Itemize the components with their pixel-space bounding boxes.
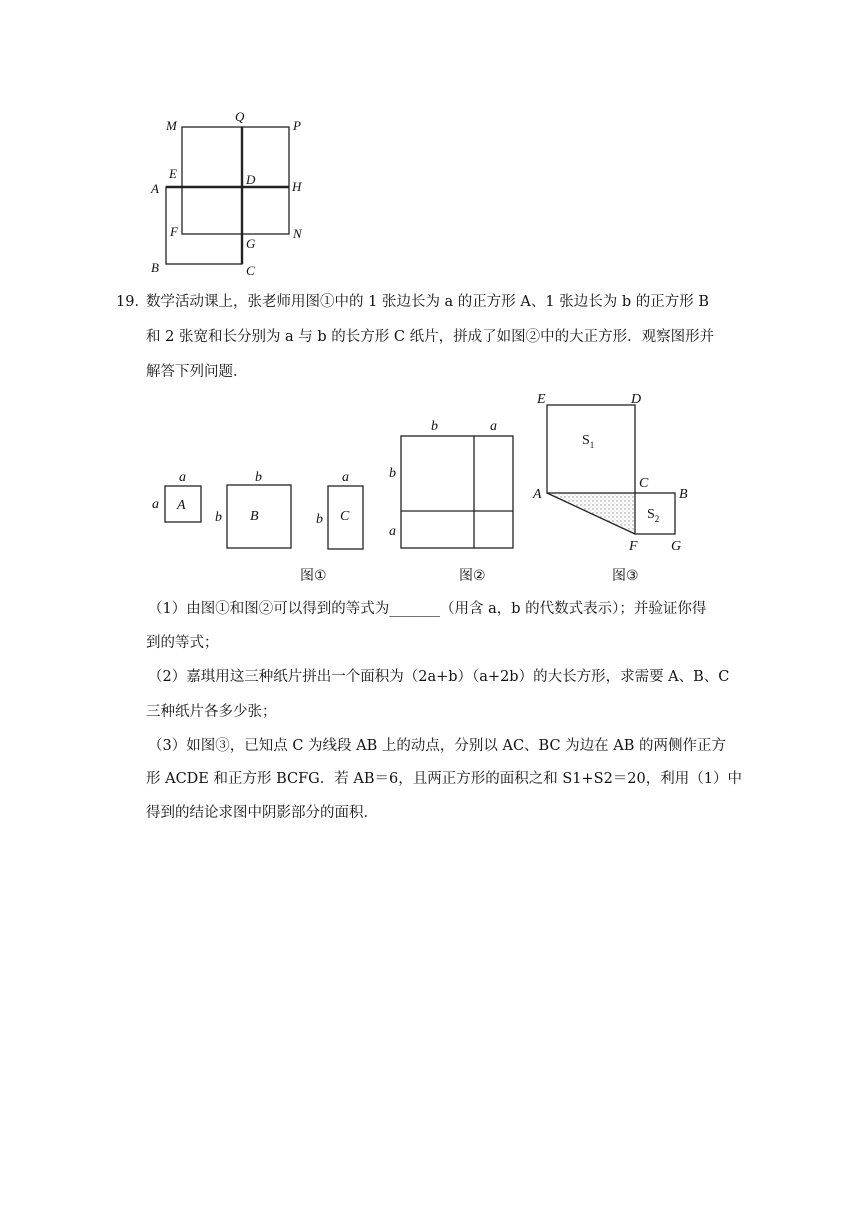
sq-b-top-label: b [255, 470, 262, 485]
big-square [401, 436, 513, 548]
label-h: H [292, 179, 302, 194]
label-e: E [169, 166, 177, 181]
label-n: N [293, 226, 302, 241]
rect-c-name: C [340, 509, 350, 524]
fig3-label-g: G [671, 539, 682, 554]
sq-a-top-label: a [179, 470, 186, 485]
fig2-top-b: b [431, 419, 438, 434]
fig3-s2: $S_2$ [647, 507, 660, 524]
label-f: F [170, 224, 178, 239]
question-line-3: 解答下列问题． [146, 364, 248, 380]
part-3-line-1: （3）如图③，已知点 C 为线段 AB 上的动点，分别以 AC、BC 为边在 AB 的两侧作正方 [148, 738, 727, 754]
fig2-top-a: a [490, 419, 497, 434]
fig2-left-a: a [389, 524, 396, 539]
fig3-label-e: E [537, 392, 546, 407]
part-3-line-2: 形 ACDE 和正方形 BCFG．若 AB＝6，且两正方形的面积之和 S1+S2＝20，利用（1）中 [146, 771, 742, 787]
sq-a-left-label: a [152, 497, 159, 512]
fig3-label-a: A [533, 487, 542, 502]
label-a: A [151, 181, 159, 196]
fig3-s1: $S_1$ [582, 433, 595, 450]
square-b [227, 485, 291, 548]
part-2-line-1: （2）嘉琪用这三种纸片拼出一个面积为（2a+b）（a+2b）的大长方形，求需要 A、B、C [148, 669, 730, 685]
label-c: C [246, 263, 255, 278]
figure-2-caption: 图② [459, 568, 486, 584]
square-mpnf [182, 127, 289, 234]
sq-a-name: A [177, 498, 186, 513]
figure-1-caption: 图① [300, 568, 327, 584]
label-d: D [246, 172, 256, 187]
fig3-label-b: B [679, 487, 688, 502]
label-m: M [166, 118, 177, 133]
part-1-line-1: （1）由图①和图②可以得到的等式为_______（用含 a，b 的代数式表示）；并验证你得 [148, 601, 707, 617]
sq-b-name: B [250, 509, 259, 524]
rect-c-top-label: a [342, 470, 349, 485]
top-geometry-figure [140, 105, 320, 285]
sq-b-left-label: b [215, 510, 222, 525]
part-2-line-2: 三种纸片各多少张； [146, 704, 277, 720]
question-number: 19． [116, 294, 149, 310]
label-p: P [293, 118, 301, 133]
part-3-line-3: 得到的结论求图中阴影部分的面积． [146, 805, 378, 821]
label-q: Q [235, 109, 245, 124]
fig3-label-c: C [639, 476, 649, 491]
question-line-2: 和 2 张宽和长分别为 a 与 b 的长方形 C 纸片，拼成了如图②中的大正方形．观察图形并 [146, 329, 715, 345]
fig2-left-b: b [389, 466, 396, 481]
fig3-label-f: F [629, 539, 638, 554]
label-b: B [151, 260, 159, 275]
figure-3 [528, 388, 698, 588]
figure-3-caption: 图③ [612, 568, 639, 584]
figure-2 [380, 415, 530, 590]
fig3-label-d: D [631, 392, 642, 407]
figure-1 [145, 465, 375, 590]
label-g: G [246, 236, 256, 251]
part-1-line-2: 到的等式； [146, 635, 219, 651]
question-line-1: 数学活动课上，张老师用图①中的 1 张边长为 a 的正方形 A、1 张边长为 b 的正方形 B [146, 294, 709, 310]
rect-c-left-label: b [316, 512, 323, 527]
